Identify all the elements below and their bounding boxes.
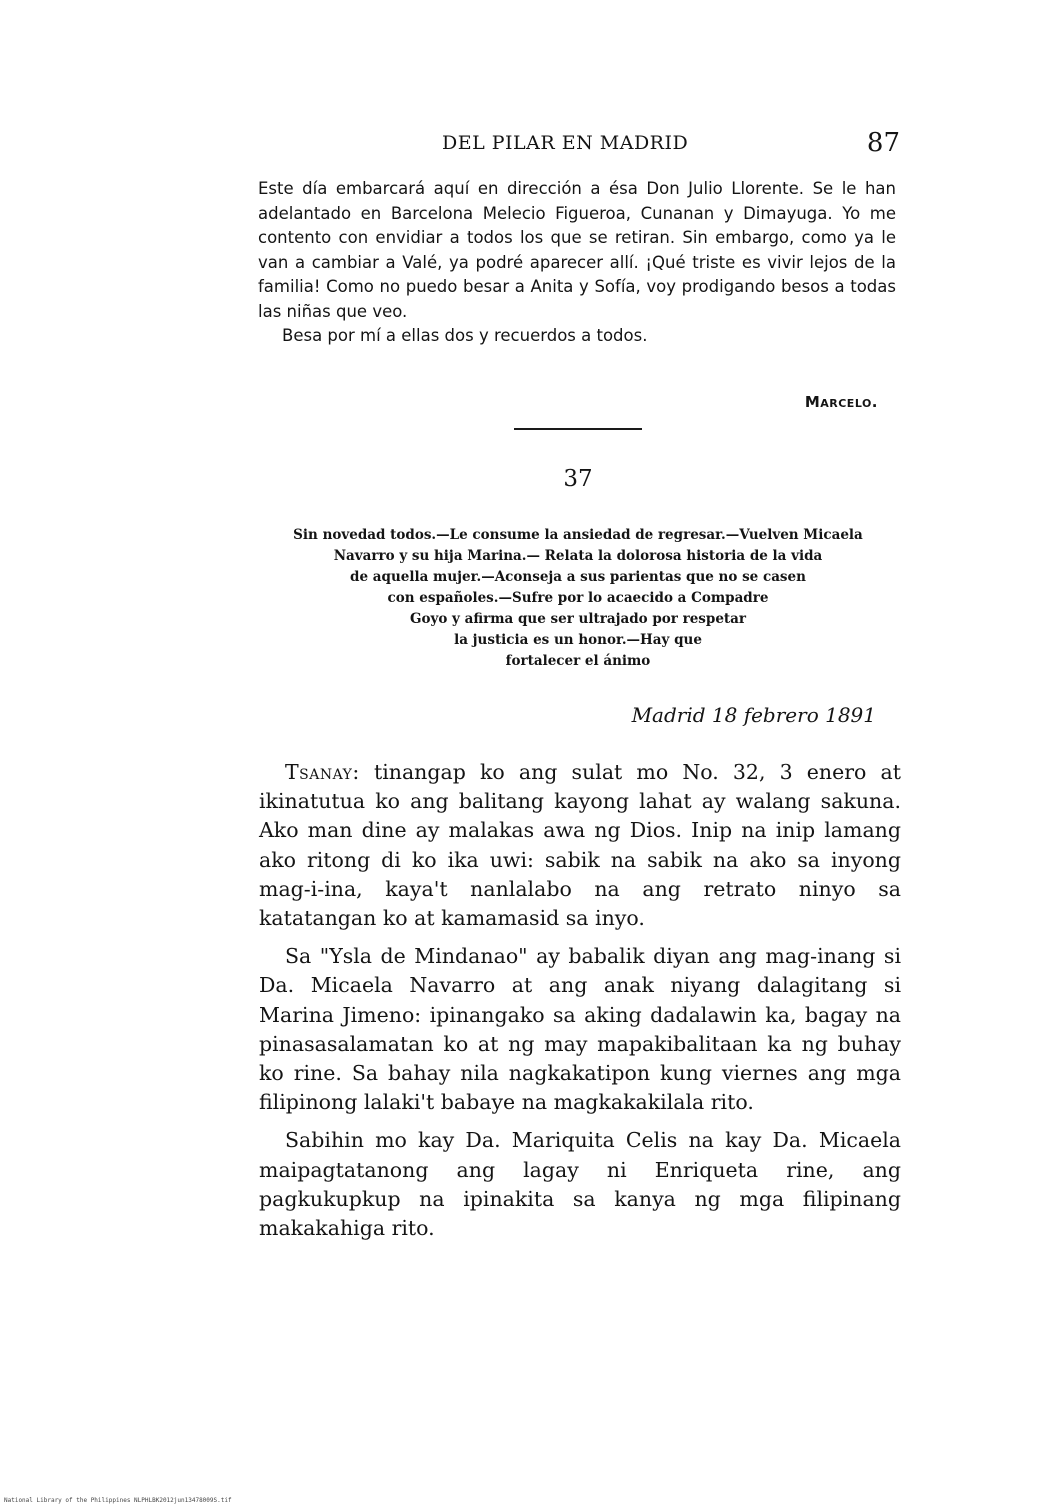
- letter-number: 37: [563, 466, 593, 492]
- dateline: Madrid 18 febrero 1891: [631, 703, 876, 727]
- first-paragraph-text: tinangap ko ang sulat mo No. 32, 3 enero at ikinatutua ko ang balitang kayong lahat ay walang sakuna. Ako man dine ay malakas awa ng Dios. Inip na inip lamang ako ritong di ko ika uwi: sabik na sabik na ako sa inyong mag-i-ina, kaya't nanlalabo na ang retrato ninyo sa katatangan ko at kamamasid sa inyo.: [259, 760, 901, 931]
- body-paragraph: [259, 758, 901, 933]
- body-paragraph: Sabihin mo kay Da. Mariquita Celis na kay Da. Micaela maipagtatanong ang lagay ni Enriqueta rine, ang pagkukupkup na ipinakita sa kanya ng mga filipinang makakahiga rito.: [259, 1128, 901, 1241]
- previous-letter-paragraph: Este día embarcará aquí en dirección a ésa Don Julio Llorente. Se le han adelantado en Barcelona Melecio Figueroa, Cunanan y Dimayuga. Yo me contento con envidiar a todos los que se retiran. Sin embargo, como ya le van a cambiar a Valé, ya podré aparecer allí. ¡Qué triste es vivir lejos de la familia! Como no puedo besar a Anita y Sofía, voy prodigando besos a todas las niñas que veo.: [258, 179, 896, 321]
- summary-line: la justicia es un honor.—Hay que: [454, 632, 702, 648]
- summary-line: Goyo y afirma que ser ultrajado por respetar: [409, 611, 747, 627]
- previous-letter-paragraph: Besa por mí a ellas dos y recuerdos a todos.: [282, 326, 648, 345]
- page-header: [258, 128, 902, 168]
- section-divider: [514, 428, 642, 430]
- summary-line: de aquella mujer.—Aconseja a sus parientas que no se casen: [350, 569, 806, 585]
- summary-line: fortalecer el ánimo: [505, 653, 651, 669]
- letter-body: [259, 758, 901, 1252]
- scan-footer-stamp: National Library of the Philippines NLPHLBK2012jun13478009S.tif: [4, 1497, 232, 1504]
- page-number: 87: [866, 128, 900, 158]
- previous-letter-ending: [258, 177, 896, 349]
- running-title: DEL PILAR EN MADRID: [442, 132, 689, 154]
- summary-line: Sin novedad todos.—Le consume la ansiedad de regresar.—Vuelven Micaela: [293, 527, 863, 543]
- letter-summary: [244, 525, 912, 672]
- salutation: Tsanay:: [285, 760, 360, 784]
- signature: Marcelo.: [804, 393, 878, 411]
- summary-line: con españoles.—Sufre por lo acaecido a Compadre: [387, 590, 769, 606]
- summary-line: Navarro y su hija Marina.— Relata la dolorosa historia de la vida: [333, 548, 823, 564]
- body-paragraph: Sa "Ysla de Mindanao" ay babalik diyan ang mag-inang si Da. Micaela Navarro at ang anak niyang dalagitang si Marina Jimeno: ipinangako sa aking dadalawin ka, bagay na pinasasalamatan ko at ng may mapakibalitaan ka ng buhay ko rine. Sa bahay nila nagkakatipon kung viernes ang mga filipinong lalaki't babaye na magkakakilala rito.: [259, 944, 901, 1115]
